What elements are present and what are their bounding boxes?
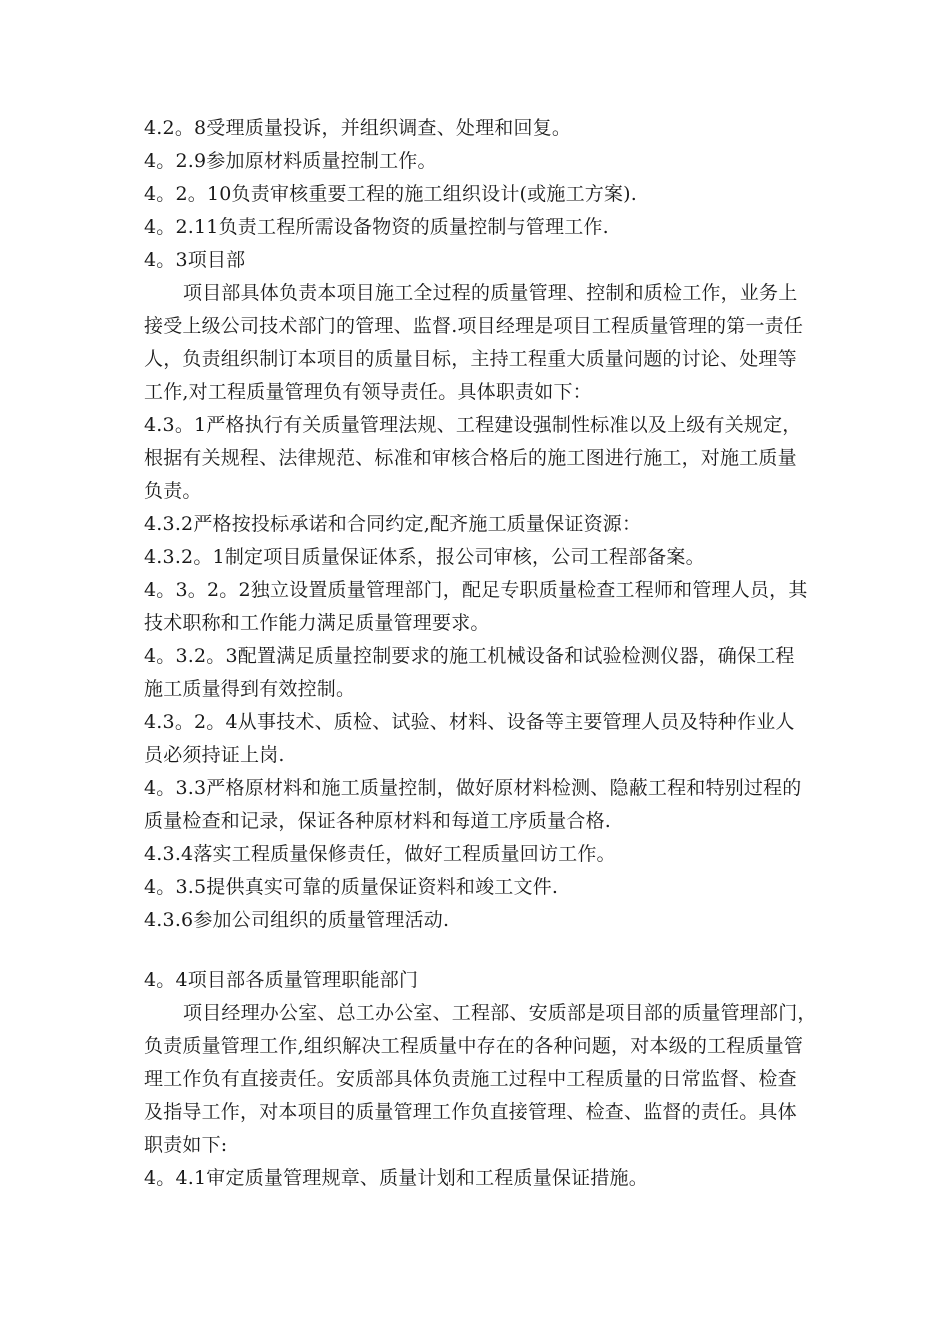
clause-line: 质量检查和记录，保证各种原材料和每道工序质量合格. — [144, 810, 612, 832]
clause-4-2-10: 4。2。10负责审核重要工程的施工组织设计(或施工方案). — [144, 183, 638, 205]
paragraph-line: 工作,对工程质量管理负有领导责任。具体职责如下： — [144, 381, 592, 403]
paragraph-line: 人，负责组织制订本项目的质量目标，主持工程重大质量问题的讨论、处理等 — [144, 348, 797, 370]
clause-4-2-8: 4.2。8受理质量投诉，并组织调查、处理和回复。 — [144, 117, 572, 139]
clause-4-3-2-2: 4。3。2。2独立设置质量管理部门，配足专职质量检查工程师和管理人员，其 — [144, 579, 808, 601]
section-heading-4-4: 4。4项目部各质量管理职能部门 — [144, 969, 419, 991]
clause-4-3-1: 4.3。1严格执行有关质量管理法规、工程建设强制性标准以及上级有关规定， — [144, 414, 802, 436]
clause-4-2-9: 4。2.9参加原材料质量控制工作。 — [144, 150, 437, 172]
clause-line: 根据有关规程、法律规范、标准和审核合格后的施工图进行施工，对施工质量 — [144, 447, 797, 469]
paragraph-line: 项目经理办公室、总工办公室、工程部、安质部是项目部的质量管理部门， — [183, 1002, 817, 1024]
paragraph-line: 负责质量管理工作,组织解决工程质量中存在的各种问题，对本级的工程质量管 — [144, 1035, 804, 1057]
paragraph-line: 接受上级公司技术部门的管理、监督.项目经理是项目工程质量管理的第一责任 — [144, 315, 804, 337]
clause-line: 负责。 — [144, 480, 202, 502]
clause-4-3-2-4: 4.3。2。4从事技术、质检、试验、材料、设备等主要管理人员及特种作业人 — [144, 711, 795, 733]
clause-4-3-3: 4。3.3严格原材料和施工质量控制，做好原材料检测、隐蔽工程和特别过程的 — [144, 777, 802, 799]
paragraph-line: 及指导工作，对本项目的质量管理工作负直接管理、检查、监督的责任。具体 — [144, 1101, 797, 1123]
clause-line: 技术职称和工作能力满足质量管理要求。 — [144, 612, 490, 634]
clause-4-3-4: 4.3.4落实工程质量保修责任，做好工程质量回访工作。 — [144, 843, 616, 865]
clause-4-3-2: 4.3.2严格按投标承诺和合同约定,配齐施工质量保证资源： — [144, 513, 642, 535]
clause-4-3-6: 4.3.6参加公司组织的质量管理活动. — [144, 909, 450, 931]
clause-4-3-5: 4。3.5提供真实可靠的质量保证资料和竣工文件. — [144, 876, 559, 898]
paragraph-line: 项目部具体负责本项目施工全过程的质量管理、控制和质检工作，业务上 — [183, 282, 798, 304]
clause-line: 员必须持证上岗. — [144, 744, 285, 766]
clause-line: 施工质量得到有效控制。 — [144, 678, 356, 700]
section-heading-4-3: 4。3项目部 — [144, 249, 246, 271]
paragraph-line: 职责如下: — [144, 1134, 228, 1156]
clause-4-2-11: 4。2.11负责工程所需设备物资的质量控制与管理工作. — [144, 216, 609, 238]
clause-4-3-2-1: 4.3.2。1制定项目质量保证体系，报公司审核，公司工程部备案。 — [144, 546, 705, 568]
clause-4-4-1: 4。4.1审定质量管理规章、质量计划和工程质量保证措施。 — [144, 1167, 648, 1189]
clause-4-3-2-3: 4。3.2。3配置满足质量控制要求的施工机械设备和试验检测仪器，确保工程 — [144, 645, 795, 667]
paragraph-line: 理工作负有直接责任。安质部具体负责施工过程中工程质量的日常监督、检查 — [144, 1068, 797, 1090]
